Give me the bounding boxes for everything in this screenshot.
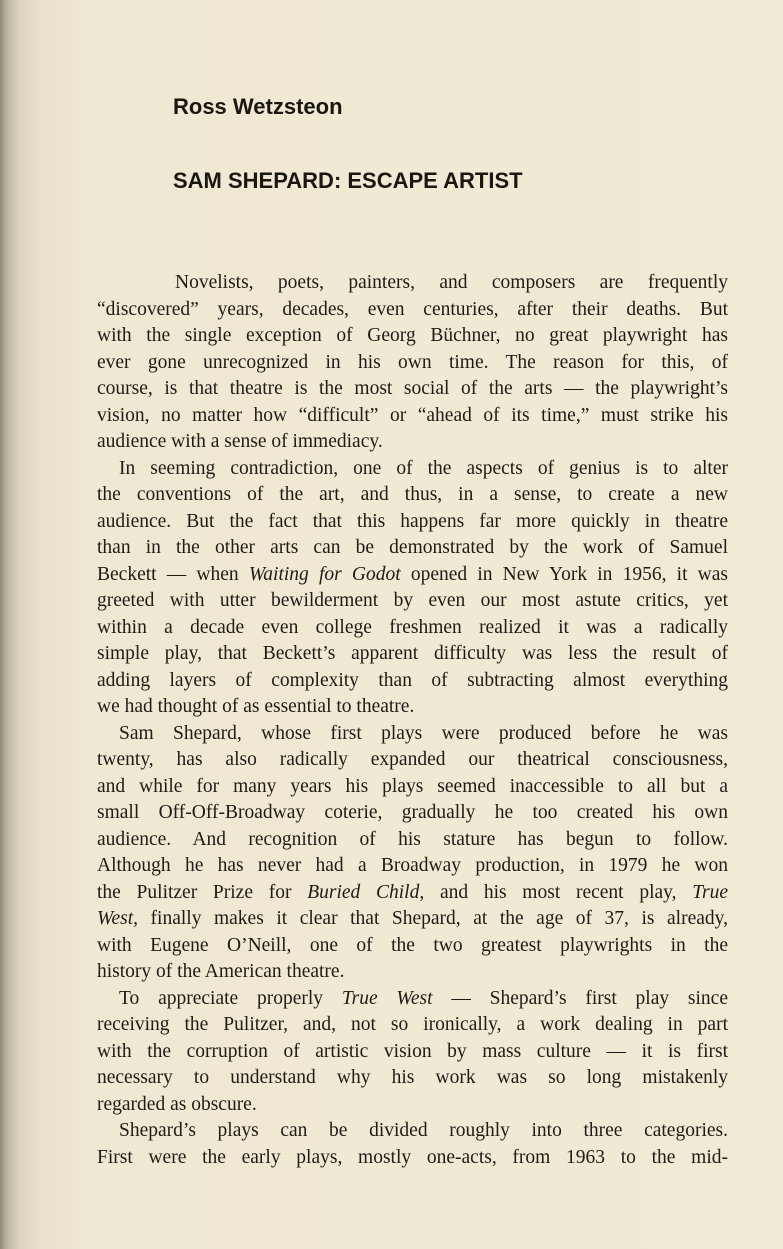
text-line xyxy=(97,482,728,509)
text-segment: and his most recent play, xyxy=(424,881,693,903)
text-segment: Beckett — when xyxy=(97,563,249,585)
text-line xyxy=(97,1092,728,1119)
paragraph xyxy=(97,456,728,721)
paragraph xyxy=(97,721,728,986)
text-line xyxy=(97,774,728,801)
text-segment: To appreciate properly xyxy=(119,987,342,1009)
text-line xyxy=(97,747,728,774)
text-segment: course, is that theatre is the most social of the arts — the playwright’s xyxy=(97,378,728,399)
text-segment: ever gone unrecognized in his own time. The reason for this, of xyxy=(97,351,728,373)
text-line xyxy=(97,933,728,960)
text-line xyxy=(97,853,728,880)
text-segment: we had thought of as essential to theatre. xyxy=(97,696,415,717)
text-line xyxy=(97,1039,728,1066)
text-line xyxy=(97,906,728,933)
essay-title: SAM SHEPARD: ESCAPE ARTIST xyxy=(173,168,523,193)
text-line xyxy=(97,641,728,668)
text-segment: In seeming contradiction, one of the aspects of genius is to alter xyxy=(119,457,728,479)
text-segment: Although he has never had a Broadway production, in 1979 he won xyxy=(97,855,728,876)
text-segment: vision, no matter how “difficult” or “ahead of its time,” must strike his xyxy=(97,404,728,426)
text-line xyxy=(97,800,728,827)
text-line xyxy=(97,588,728,615)
text-line xyxy=(97,1065,728,1092)
text-segment: Sam Shepard, whose first plays were produced before he was xyxy=(119,722,728,744)
text-line xyxy=(97,270,728,297)
text-segment: the Pulitzer Prize for xyxy=(97,881,308,903)
text-segment: “discovered” years, decades, even centuries, after their deaths. But xyxy=(97,298,728,320)
italic-title: West, xyxy=(97,908,138,929)
italic-title: True West xyxy=(341,987,433,1009)
text-segment: First were the early plays, mostly one-acts, from 1963 to the mid- xyxy=(97,1146,728,1168)
text-segment: audience with a sense of immediacy. xyxy=(97,431,383,452)
text-line xyxy=(97,694,728,721)
text-segment: opened in New York in 1956, it was xyxy=(400,563,729,585)
text-segment: receiving the Pulitzer, and, not so ironically, a work dealing in part xyxy=(97,1014,728,1035)
author-name: Ross Wetzsteon xyxy=(173,94,343,119)
text-segment: greeted with utter bewilderment by even our most astute critics, yet xyxy=(97,590,728,611)
italic-title: Waiting for Godot xyxy=(248,563,401,585)
text-segment: Novelists, poets, painters, and composers are frequently xyxy=(175,272,728,293)
text-line xyxy=(97,535,728,562)
text-line xyxy=(97,429,728,456)
text-line xyxy=(97,297,728,324)
italic-title: True xyxy=(692,881,728,903)
text-line xyxy=(97,403,728,430)
text-line xyxy=(97,615,728,642)
text-segment: — Shepard’s first play since xyxy=(432,987,728,1009)
text-segment: than in the other arts can be demonstrated by the work of Samuel xyxy=(97,537,728,558)
text-segment: regarded as obscure. xyxy=(97,1093,257,1115)
text-line xyxy=(97,827,728,854)
text-line xyxy=(97,376,728,403)
text-line xyxy=(97,509,728,536)
text-segment: twenty, has also radically expanded our theatrical consciousness, xyxy=(97,749,728,770)
text-line xyxy=(97,350,728,377)
text-line xyxy=(97,1118,728,1145)
text-segment: within a decade even college freshmen realized it was a radically xyxy=(97,616,728,638)
paragraph xyxy=(97,986,728,1119)
text-segment: small Off-Off-Broadway coterie, gradually he too created his own xyxy=(97,802,728,823)
text-line xyxy=(97,323,728,350)
text-segment: simple play, that Beckett’s apparent difficulty was less the result of xyxy=(97,643,728,664)
text-line xyxy=(97,1145,728,1172)
text-segment: Shepard’s plays can be divided roughly into three categories. xyxy=(119,1120,728,1141)
text-segment: with Eugene O’Neill, one of the two greatest playwrights in the xyxy=(97,934,728,956)
text-line xyxy=(97,562,728,589)
text-segment: audience. But the fact that this happens far more quickly in theatre xyxy=(97,510,728,532)
text-line xyxy=(97,456,728,483)
text-segment: the conventions of the art, and thus, in a sense, to create a new xyxy=(97,484,728,505)
text-segment: finally makes it clear that Shepard, at the age of 37, is already, xyxy=(138,908,728,929)
text-line xyxy=(97,880,728,907)
text-line xyxy=(97,668,728,695)
text-segment: audience. And recognition of his stature has begun to follow. xyxy=(97,828,728,850)
paragraph xyxy=(97,270,728,456)
text-line xyxy=(97,1012,728,1039)
text-segment: with the single exception of Georg Büchner, no great playwright has xyxy=(97,325,728,346)
text-line xyxy=(97,721,728,748)
text-line xyxy=(97,986,728,1013)
text-segment: history of the American theatre. xyxy=(97,961,345,982)
text-segment: with the corruption of artistic vision by mass culture — it is first xyxy=(97,1040,728,1062)
text-segment: and while for many years his plays seemed inaccessible to all but a xyxy=(97,775,728,797)
text-line xyxy=(97,959,728,986)
text-segment: necessary to understand why his work was so long mistakenly xyxy=(97,1067,728,1088)
essay-body xyxy=(97,270,728,1171)
italic-title: Buried Child, xyxy=(307,881,425,903)
text-segment: adding layers of complexity than of subtracting almost everything xyxy=(97,669,728,691)
paragraph xyxy=(97,1118,728,1171)
